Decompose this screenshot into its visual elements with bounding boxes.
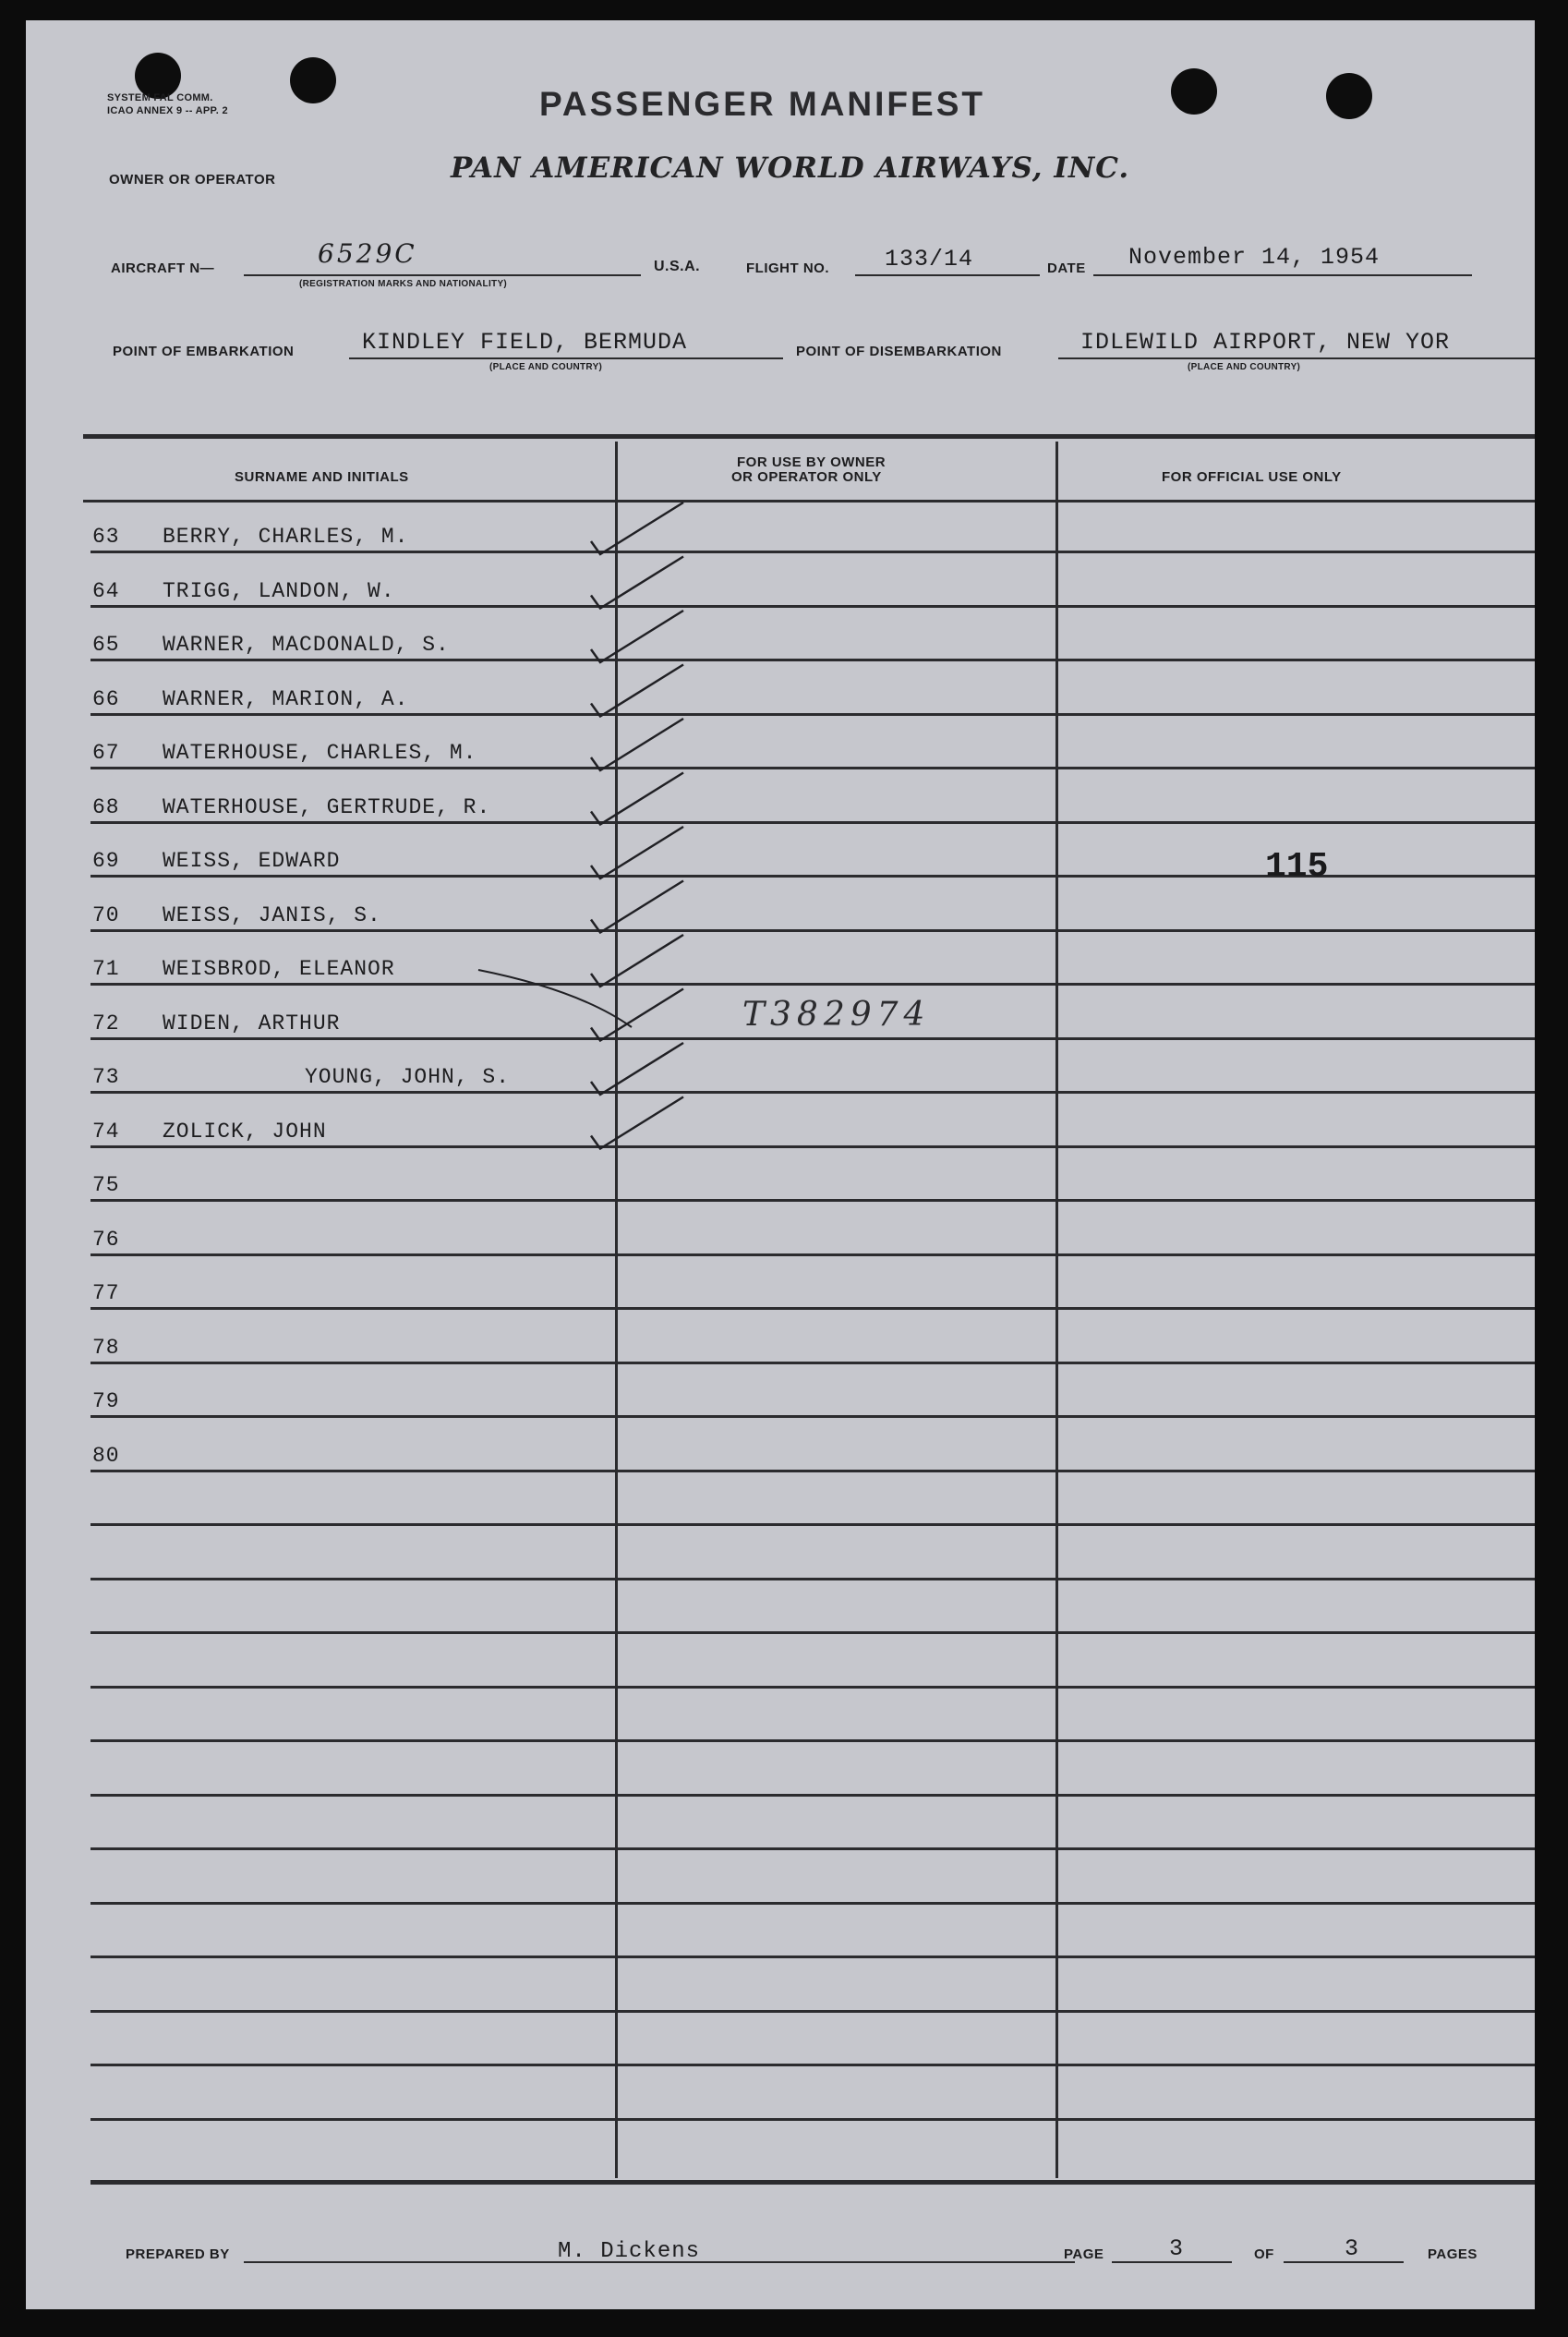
column-header-official: FOR OFFICIAL USE ONLY [1162,469,1342,485]
disembarkation-underline [1058,357,1535,359]
check-mark-icon [591,719,683,770]
blank-row-rule [90,1739,1535,1742]
row-number: 79 [92,1389,120,1413]
row-rule [90,929,1535,932]
column-divider-2 [1055,442,1058,2178]
embarkation-caption: (PLACE AND COUNTRY) [489,362,603,372]
page-number: 3 [1169,2235,1185,2262]
disembarkation-caption: (PLACE AND COUNTRY) [1188,362,1301,372]
check-mark-icon [591,611,683,662]
column-divider-1 [615,442,618,2178]
row-number: 64 [92,579,120,603]
form-reference-line2: ICAO ANNEX 9 -- APP. 2 [107,105,228,116]
column-header-operator-line2: OR OPERATOR ONLY [731,469,882,485]
passenger-name: WEISS, JANIS, S. [163,903,381,927]
flight-label: FLIGHT NO. [746,260,829,276]
row-number: 77 [92,1281,120,1305]
row-rule [90,767,1535,769]
table-top-rule [83,434,1535,439]
row-number: 73 [92,1065,120,1089]
punch-hole-right-2 [1326,73,1372,119]
row-number: 71 [92,957,120,981]
row-rule [90,551,1535,553]
check-mark-icon [591,935,683,987]
row-rule [90,1037,1535,1040]
flight-underline [855,274,1040,276]
blank-row-rule [90,2064,1535,2066]
passenger-name: WARNER, MACDONALD, S. [163,633,450,657]
disembarkation-label: POINT OF DISEMBARKATION [796,344,1002,359]
check-mark-icon [591,503,683,554]
passenger-name: WARNER, MARION, A. [163,687,409,711]
check-mark-icon [591,881,683,933]
row-rule [90,1091,1535,1094]
check-mark-icon [591,989,683,1041]
date-underline [1093,274,1472,276]
blank-row-rule [90,1956,1535,1958]
column-header-operator-line1: FOR USE BY OWNER [737,454,887,470]
blank-row-rule [90,1794,1535,1797]
row-rule [90,605,1535,608]
flight-value: 133/14 [885,246,974,272]
check-mark-icon [591,557,683,609]
pages-label: PAGES [1428,2246,1478,2262]
date-label: DATE [1047,260,1086,276]
form-reference-line1: SYSTEM FAL COMM. [107,92,213,103]
blank-row-rule [90,1686,1535,1689]
punch-hole-left-2 [290,57,336,103]
row-number: 78 [92,1336,120,1360]
aircraft-underline [244,274,641,276]
passenger-name: ZOLICK, JOHN [163,1120,327,1144]
check-mark-icon [591,1043,683,1095]
row-rule [90,1145,1535,1148]
row-rule [90,1362,1535,1364]
row-rule [90,1253,1535,1256]
manifest-sheet [26,20,1535,2309]
blank-row-rule [90,1578,1535,1580]
table-bottom-rule [90,2180,1535,2185]
of-underline [1284,2261,1404,2263]
passenger-name: WATERHOUSE, CHARLES, M. [163,741,477,765]
row-number: 74 [92,1120,120,1144]
passenger-name: WEISBROD, ELEANOR [163,957,395,981]
check-mark-icon [591,827,683,878]
official-count: 115 [1265,847,1329,887]
row-number: 76 [92,1228,120,1252]
owner-value: PAN AMERICAN WORLD AIRWAYS, INC. [451,151,1130,185]
row-rule [90,1415,1535,1418]
blank-row-rule [90,1631,1535,1634]
embarkation-label: POINT OF EMBARKATION [113,344,295,359]
handwritten-ticket-note: T382974 [742,996,931,1034]
pen-stroke-icon [478,970,632,1027]
usa-label: U.S.A. [654,259,701,274]
blank-row-rule [90,1523,1535,1526]
aircraft-label: AIRCRAFT N— [111,260,215,276]
blank-row-rule [90,1847,1535,1850]
of-label: OF [1254,2246,1274,2262]
row-rule [90,659,1535,661]
page-title: PASSENGER MANIFEST [539,85,985,123]
row-number: 67 [92,741,120,765]
row-rule [90,821,1535,824]
aircraft-caption: (REGISTRATION MARKS AND NATIONALITY) [299,279,508,289]
passenger-name: WATERHOUSE, GERTRUDE, R. [163,795,491,819]
row-number: 75 [92,1173,120,1197]
date-value: November 14, 1954 [1128,244,1381,271]
page-label: PAGE [1064,2246,1104,2262]
owner-label: OWNER OR OPERATOR [109,172,276,188]
passenger-name: WIDEN, ARTHUR [163,1011,341,1035]
passenger-name: YOUNG, JOHN, S. [305,1065,511,1089]
blank-row-rule [90,2010,1535,2013]
embarkation-underline [349,357,783,359]
column-header-surname: SURNAME AND INITIALS [235,469,409,485]
punch-hole-right-1 [1171,68,1217,115]
check-mark-icon [591,1097,683,1149]
row-number: 72 [92,1011,120,1035]
disembarkation-value: IDLEWILD AIRPORT, NEW YOR [1080,329,1451,356]
check-mark-icon [591,773,683,825]
row-number: 80 [92,1444,120,1468]
passenger-name: BERRY, CHARLES, M. [163,525,409,549]
passenger-name: TRIGG, LANDON, W. [163,579,395,603]
row-number: 69 [92,849,120,873]
row-number: 66 [92,687,120,711]
row-rule [90,713,1535,716]
blank-row-rule [90,1902,1535,1905]
aircraft-value: 6529C [318,238,417,269]
row-rule [90,1470,1535,1472]
row-number: 63 [92,525,120,549]
prepared-by-label: PREPARED BY [126,2246,230,2262]
row-rule [90,1307,1535,1310]
row-rule [90,983,1535,986]
check-marks-overlay [26,20,1535,2309]
row-number: 70 [92,903,120,927]
prepared-by-value: M. Dickens [558,2239,701,2264]
row-number: 68 [92,795,120,819]
table-header-rule [83,500,1535,503]
row-rule [90,1199,1535,1202]
row-number: 65 [92,633,120,657]
total-pages: 3 [1345,2235,1360,2262]
passenger-name: WEISS, EDWARD [163,849,341,873]
blank-row-rule [90,2118,1535,2121]
embarkation-value: KINDLEY FIELD, BERMUDA [362,329,688,356]
check-mark-icon [591,665,683,717]
